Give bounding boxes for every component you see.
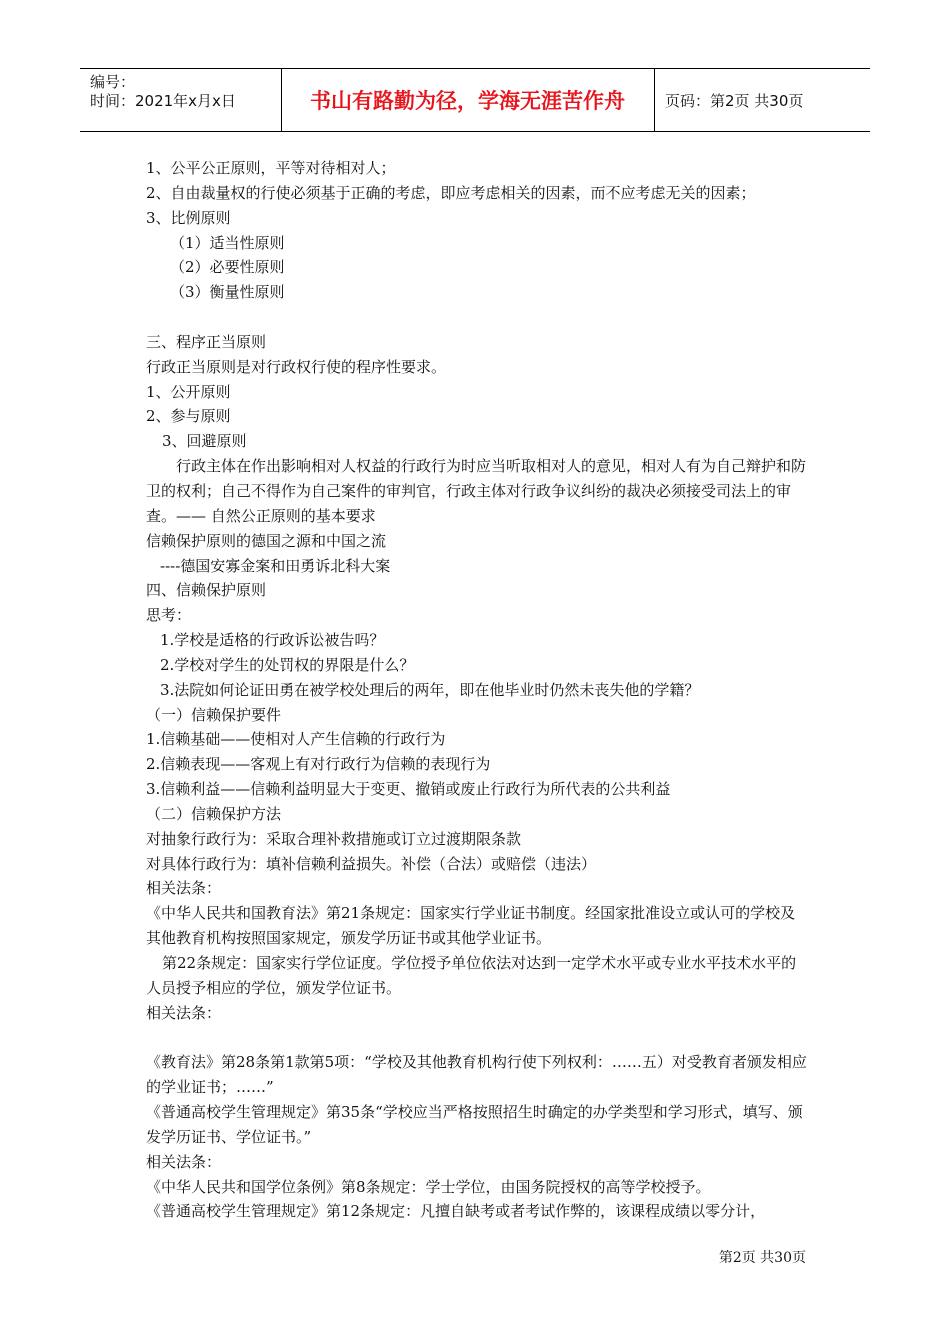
page-footer: 第2页 共30页 [718,1250,806,1266]
blank-line [146,1026,810,1051]
blank-line [146,305,810,330]
text-line: 2.信赖表现——客观上有对行政行为信赖的表现行为 [146,755,491,774]
text-line: 3、比例原则 [146,208,231,227]
question-item: 3.法院如何论证田勇在被学校处理后的两年，即在他毕业时仍然未丧失他的学籍？ [160,680,700,699]
document-body [146,156,810,1224]
paragraph: 《普通高校学生管理规定》第35条“学校应当严格按照招生时确定的办学类型和学习形式，填写、颁发学历证书、学位证书。” [146,1103,803,1146]
subsection-heading: （一）信赖保护要件 [146,705,282,724]
text-line: （2）必要性原则 [170,258,285,277]
text-line: 1.信赖基础——使相对人产生信赖的行政行为 [146,730,446,749]
text-line: 1、公平公正原则，平等对待相对人； [146,159,396,177]
text-line: 行政正当原则是对行政权行使的程序性要求。 [146,357,447,376]
text-line: 《中华人民共和国学位条例》第8条规定：学士学位，由国务院授权的高等学校授予。 [146,1177,711,1196]
text-line: 相关法条： [146,879,222,898]
text-line: 相关法条： [146,1003,222,1022]
section-heading: 四、信赖保护原则 [146,581,267,600]
paragraph: 《教育法》第28条第1款第5项：“学校及其他教育机构行使下列权利：……五）对受教育者颁发相应的学业证书；……” [146,1053,807,1097]
header-page-info: 页码：第2页 共30页 [665,91,804,110]
text-line: 3、回避原则 [162,432,247,451]
question-item: 2.学校对学生的处罚权的界限是什么？ [160,655,415,674]
text-line: 相关法条： [146,1152,222,1171]
text-line: 《普通高校学生管理规定》第12条规定：凡擅自缺考或者考试作弊的，该课程成绩以零分计， [146,1202,766,1221]
text-line: 思考： [146,606,192,625]
text-line: 3.信赖利益——信赖利益明显大于变更、撤销或废止行政行为所代表的公共利益 [146,780,671,799]
text-line: 2、自由裁量权的行使必须基于正确的考虑，即应考虑相关的因素，而不应考虑无关的因素； [146,183,756,202]
header-meta [90,73,236,111]
number-label: 编号： [90,73,136,91]
header-motto: 书山有路勤为径，学海无涯苦作舟 [310,89,625,113]
page-header [80,68,870,132]
subsection-heading: （二）信赖保护方法 [146,804,282,823]
text-line: 对具体行政行为：填补信赖利益损失。补偿（合法）或赔偿（违法） [146,854,597,873]
text-line: 1、公开原则 [146,382,231,401]
text-line: 2、参与原则 [146,407,231,426]
paragraph: 行政主体在作出影响相对人权益的行政行为时应当听取相对人的意见，相对人有为自己辩护和防卫的权利；自己不得作为自己案件的审判官，行政主体对行政争议纠纷的裁决必须接受司法上的审查。—— 自然公正原则的基本要求 [146,457,807,525]
section-heading: 三、程序正当原则 [146,332,267,351]
paragraph: 《中华人民共和国教育法》第21条规定：国家实行学业证书制度。经国家批准设立或认可的学校及其他教育机构按照国家规定，颁发学历证书或其他学业证书。 [146,904,796,948]
text-line: （3）衡量性原则 [170,283,285,302]
text-line: 信赖保护原则的德国之源和中国之流 [146,531,387,550]
text-line: （1）适当性原则 [170,233,285,252]
text-line: ----德国安寡金案和田勇诉北科大案 [160,556,391,575]
text-line: 对抽象行政行为：采取合理补救措施或订立过渡期限条款 [146,829,522,848]
header-divider [654,69,655,131]
time-label: 时间：2021年x月x日 [90,92,236,110]
question-item: 1.学校是适格的行政诉讼被告吗？ [160,631,385,650]
paragraph: 第22条规定：国家实行学位证度。学位授予单位依法对达到一定学术水平或专业水平技术水平的人员授予相应的学位，颁发学位证书。 [146,954,797,997]
